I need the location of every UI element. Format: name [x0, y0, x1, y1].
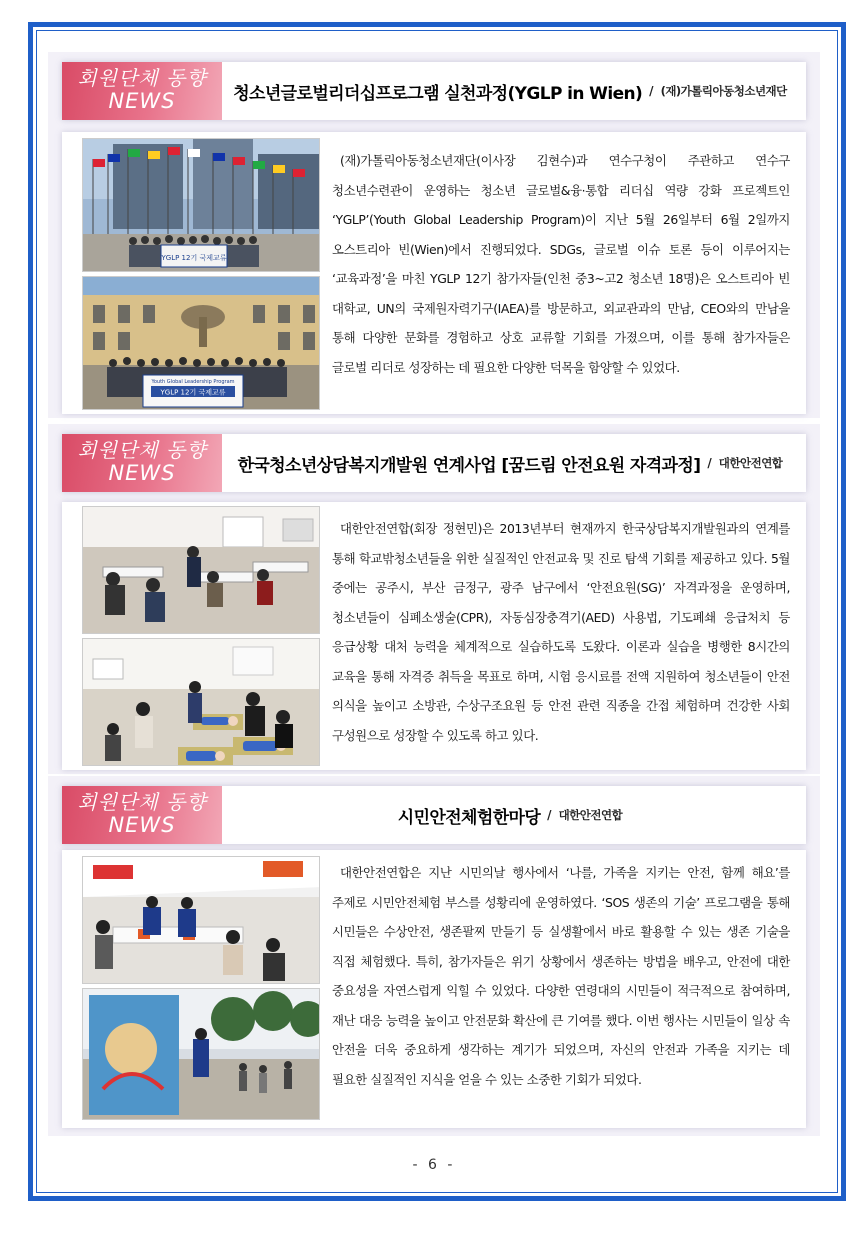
news-badge	[62, 434, 222, 492]
page-number: - 6 -	[412, 1157, 456, 1173]
section-2	[48, 434, 820, 774]
section-2-header	[62, 434, 806, 492]
section-3-title: 시민안전체험한마당	[397, 807, 541, 828]
badge-label: 회원단체 동향	[77, 66, 207, 90]
section-1-body: (재)가톨릭아동청소년재단(이사장 김현수)과 연수구청이 주관하고 연수구 청소년수련관이 운영하는 청소년 글로벌&융·통합 리더십 역량 강화 프로젝트인 ‘YGLP’(Youth Global Leadership Program)이 지난 5월 26일부터 6월 2일까지 오스트리아 빈(Wien)에서 진행되었다. SDGs, 글로벌 이슈 토론 등이 이루어지는 ‘교육과정’을 마친 YGLP 12기 참가자들(인천 중3~고2 청소년 18명)은 오스트리아 빈 대학교, UN의 국제원자력기구(IAEA)를 방문하고, 외교관과의 만남, CEO와의 만남을 통해 다양한 문화를 경험하고 상호 교류할 기회를 가졌으며, 이를 통해 참가자들은 글로벌 리더로 성장하는 데 필요한 다양한 덕목을 함양할 수 있었다.	[332, 153, 790, 375]
badge-label: 회원단체 동향	[77, 790, 207, 814]
title-separator: /	[649, 84, 654, 98]
title-separator: /	[547, 808, 552, 822]
photo-cpr-practice	[82, 638, 320, 766]
section-2-content	[62, 502, 806, 770]
photo-classroom-safety-training	[82, 506, 320, 634]
news-badge	[62, 62, 222, 120]
section-1	[48, 62, 820, 418]
badge-label: 회원단체 동향	[77, 438, 207, 462]
section-2-org: 대한안전연합	[718, 456, 783, 470]
section-2-title: 한국청소년상담복지개발원 연계사업 [꿈드림 안전요원 자격과정]	[237, 455, 701, 476]
photo-un-building-flags	[82, 138, 320, 272]
section-3-title-row	[222, 786, 798, 844]
title-separator: /	[707, 456, 712, 470]
section-1-title: 청소년글로벌리더십프로그램 실천과정(YGLP in Wien)	[233, 83, 643, 104]
section-2-body: 대한안전연합(회장 정현민)은 2013년부터 현재까지 한국상담복지개발원과의 연계를 통해 학교밖청소년들을 위한 실질적인 안전교육 및 진로 탐색 기회를 제공하고 있다. 5월 중에는 공주시, 부산 금정구, 광주 남구에서 ‘안전요원(SG)’ 자격과정을 운영하며, 청소년들이 심폐소생술(CPR), 자동심장충격기(AED) 사용법, 기도폐쇄 응급처치 등 응급상황 대처 능력을 체계적으로 실습하도록 도왔다. 이론과 실습을 병행한 8시간의 교육을 통해 자격증 취득을 목표로 하며, 시험 응시료를 전액 지원하여 청소년들이 안전 의식을 높이고 소방관, 수상구조요원 등 안전 관련 직종을 간접 체험하며 건강한 사회 구성원으로 성장할 수 있도록 하고 있다.	[332, 521, 790, 743]
badge-news: NEWS	[108, 461, 176, 485]
section-3-body: 대한안전연합은 지난 시민의날 행사에서 ‘나를, 가족을 지키는 안전, 함께 해요’를 주제로 시민안전체험 부스를 성황리에 운영하였다. ‘SOS 생존의 기술’ 프로그램을 통해 시민들은 수상안전, 생존팔찌 만들기 등 실생활에서 바로 활용할 수 있는 생존 기술을 직접 체험했다. 특히, 참가자들은 위기 상황에서 생존하는 방법을 배우고, 안전에 대한 중요성을 자연스럽게 익힐 수 있었다. 다양한 연령대의 시민들이 적극적으로 참여하며, 재난 대응 능력을 높이고 안전문화 확산에 큰 기여를 했다. 이번 행사는 시민들이 일상 속 안전을 더욱 중요하게 생각하는 계기가 되었으며, 자신의 안전과 가족을 지키는 데 필요한 실질적인 지식을 얻을 수 있는 소중한 기회가 되었다.	[332, 865, 790, 1087]
photo-palace-courtyard-group	[82, 276, 320, 410]
photo-1-banner-text: YGLP 12기 국제교류	[161, 254, 227, 262]
photo-2-banner-subtitle: Youth Global Leadership Program	[151, 379, 235, 385]
photo-2-banner-text: YGLP 12기 국제교류	[160, 388, 226, 397]
section-2-title-row	[222, 434, 798, 492]
badge-news: NEWS	[108, 813, 176, 837]
section-3-content	[62, 850, 806, 1128]
section-3-header	[62, 786, 806, 844]
news-badge	[62, 786, 222, 844]
badge-news: NEWS	[108, 89, 176, 113]
photo-outdoor-event	[82, 988, 320, 1120]
section-3-org: 대한안전연합	[558, 808, 623, 822]
section-3	[48, 786, 820, 1136]
section-1-content	[62, 132, 806, 414]
section-1-org: (재)가톨릭아동청소년재단	[660, 84, 787, 98]
section-1-header	[62, 62, 806, 120]
photo-safety-booth-tent	[82, 856, 320, 984]
section-1-title-row	[222, 62, 798, 120]
